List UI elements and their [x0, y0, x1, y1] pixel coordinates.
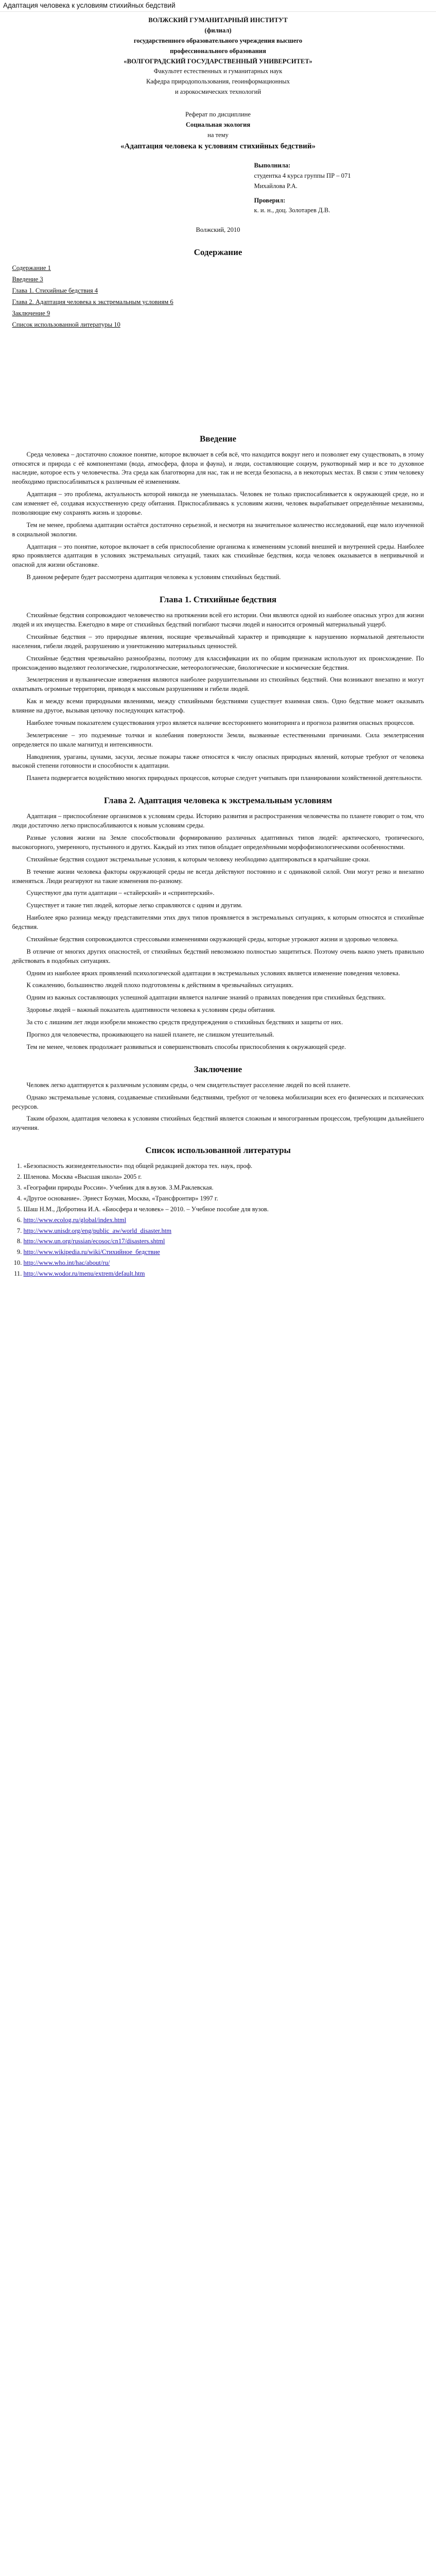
reference-item	[24, 1227, 424, 1236]
paragraph: В данном реферате будет рассмотрена адаптация человека к условиям стихийных бедствий.	[26, 573, 281, 581]
paragraph: Однако экстремальные условия, создаваемые стихийными бедствиями, требуют от человека мобилизации всех его физических и психических ресурсов.	[12, 1093, 424, 1110]
org-line-2: профессионального образования	[170, 47, 266, 55]
paragraph: За сто с лишним лет люди изобрели множество средств предупреждения о стихийных бедствиях и защиты от них.	[26, 1019, 343, 1026]
table-of-contents	[12, 264, 424, 329]
on-topic-label: на тему	[207, 131, 229, 139]
reference-item: 1. «Безопасность жизнедеятельности» под общей редакцией доктора тех. наук, проф.	[24, 1162, 424, 1171]
toc-item[interactable]: Введение 3	[12, 276, 43, 283]
paragraph: Наводнения, ураганы, цунами, засухи, лесные пожары также относятся к числу опасных природных явлений, которые требуют от человека высокой степени готовности и способности к адаптации.	[12, 753, 424, 770]
chapter1-heading: Глава 1. Стихийные бедствия	[159, 595, 277, 605]
paragraph: Существуют два пути адаптации – «стайерский» и «спринтерский».	[26, 889, 215, 897]
discipline-name: Социальная экология	[185, 121, 251, 128]
paragraph: Существует и такие тип людей, которые легко справляются с одним и другим.	[26, 902, 243, 909]
chapter1-section	[12, 611, 424, 783]
reference-item	[24, 1269, 424, 1279]
paragraph: Наиболее точным показателем существования угроз является наличие всестороннего мониторинга и прогноза развития опасных процессов.	[26, 719, 415, 726]
toc-item[interactable]: Заключение 9	[12, 309, 50, 317]
paragraph: Адаптация – это понятие, которое включает в себя приспособление организма к изменениям условий внешней и внутренней среды. Наиболее ярко проявляется адаптация в условиях экстремальных ситуаций, таких как стихийные бедствия, когда человек оказывается в непривычной и опасной для жизни обстановке.	[12, 543, 424, 569]
paragraph: Таким образом, адаптация человека к условиям стихийных бедствий является сложным и многогранным процессом, требующим дальнейшего изучения.	[12, 1115, 424, 1132]
paragraph: Адаптация – приспособление организмов к условиям среды. Историю развития и распространения человечества по планете говорит о том, что люди достаточно легко приспосабливаются к новым условиям среды.	[12, 812, 424, 829]
reference-item	[24, 1237, 424, 1246]
paragraph: В течение жизни человека факторы окружающей среды не всегда действуют постоянно и с одинаковой силой. Они могут резко и внезапно изменяться. Люди реагируют на такие изменения по-разному.	[12, 868, 424, 885]
checker-name: к. и. н., доц. Золотарев Д.В.	[254, 207, 330, 214]
paragraph: Тем не менее, проблема адаптации остаётся достаточно серьезной, и несмотря на значительное количество исследований, еще мало изученной в социальной экологии.	[12, 521, 424, 538]
department-line-1: Кафедра природопользования, геоинформационных	[146, 78, 290, 86]
paragraph: Здоровье людей – важный показатель адаптивности человека к условиям среды обитания.	[26, 1006, 275, 1014]
paragraph: Тем не менее, человек продолжает развиваться и совершенствовать способы приспособления к окружающей среде.	[26, 1043, 346, 1050]
university-name: «ВОЛГОГРАДСКИЙ ГОСУДАРСТВЕННЫЙ УНИВЕРСИТЕТ»	[124, 57, 312, 65]
paragraph: Землетрясения и вулканические извержения являются наиболее разрушительными из стихийных бедствий. Они возникают внезапно и могут охватывать огромные территории, приводя к массовым разрушениям и гибели людей.	[12, 676, 424, 693]
conclusion-section	[12, 1081, 424, 1133]
paragraph: Одним из наиболее ярких проявлений психологической адаптации в экстремальных условиях является изменение поведения человека.	[26, 969, 400, 977]
reference-link[interactable]: http://www.who.int/hac/about/ru/	[23, 1259, 110, 1267]
paragraph: Стихийные бедствия создают экстремальные условия, к которым человеку необходимо адаптироваться в кратчайшие сроки.	[26, 855, 370, 863]
student-line: студентка 4 курса группы ПР – 071	[254, 172, 351, 179]
paragraph: Стихийные бедствия чрезвычайно разнообразны, поэтому для классификации их по общим признакам используют их происхождение. По происхождению выделяют геологические, гидрологические, метеорологические, биологические и космические бедствия.	[12, 654, 424, 671]
toc-item[interactable]: Глава 1. Стихийные бедствия 4	[12, 287, 98, 295]
paragraph: Человек легко адаптируется к различным условиям среды, о чем свидетельствует расселение людей по всей планете.	[26, 1081, 351, 1089]
paragraph: Адаптация – это проблема, актуальность которой никогда не уменьшалась. Человек не только приспосабливается к окружающей среде, но и сам изменяет её, создавая искусственную среду обитания. Приспосабливаясь к условиям жизни, человек вырабатывает определённые механизмы, позволяющие ему сохранять жизнь и здоровье.	[12, 490, 424, 516]
window-title: Адаптация человека к условиям стихийных бедствий	[0, 0, 436, 12]
chapter2-section	[12, 812, 424, 1052]
paragraph: Наиболее ярко разница между представителями этих двух типов проявляется в экстремальных ситуациях, к которым относятся и стихийные бедствия.	[12, 914, 424, 931]
paragraph: К сожалению, большинство людей плохо подготовлены к действиям в чрезвычайных ситуациях.	[26, 981, 294, 989]
intro-heading: Введение	[199, 433, 237, 444]
cover-page	[12, 16, 424, 152]
paragraph: Землетрясение – это подземные толчки и колебания поверхности Земли, вызванные естественными причинами. Сила землетрясения определяется по шкале магнитуд и интенсивности.	[12, 731, 424, 748]
reference-link[interactable]: http://www.un.org/russian/ecosoc/cn17/disasters.shtml	[23, 1238, 165, 1245]
city-year: Волжский, 2010	[196, 226, 240, 234]
author-block	[254, 161, 424, 215]
paragraph: Прогноз для человечества, проживающего на нашей планете, не слишком утешительный.	[26, 1030, 274, 1038]
paragraph: Стихийные бедствия сопровождаются стрессовыми изменениями окружающей среды, которые угрожают жизни и здоровью человека.	[26, 935, 398, 943]
reference-link[interactable]: http://www.unisdr.org/eng/public_aw/world_disaster.htm	[23, 1227, 172, 1234]
references-list	[12, 1162, 424, 1279]
paragraph: В отличие от многих других опасностей, от стихийных бедствий невозможно полностью защититься. Поэтому очень важно уметь правильно действовать в подобных ситуациях.	[12, 947, 424, 964]
toc-item[interactable]: Список использованной литературы 10	[12, 320, 120, 328]
document-page	[12, 12, 424, 1279]
reference-item: 5. Шаш Н.М., Добротина И.А. «Биосфера и человек» – 2010. – Учебное пособие для вузов.	[24, 1205, 424, 1214]
report-topic: «Адаптация человека к условиям стихийных бедствий»	[120, 142, 316, 150]
paragraph: Одним из важных составляющих успешной адаптации является наличие знаний о правилах поведения при стихийных бедствиях.	[26, 994, 386, 1002]
paragraph: Среда человека – достаточно сложное понятие, которое включает в себя всё, что находится вокруг него и позволяет ему существовать, в этому относятся и природа с её компонентами (вода, атмосфера, флора и фауна), и люди, составляющие социум, рукотворный мир и все то духовное наследие, которое есть у человечества. Эта среда как благотворна для нас, так и не всегда безопасна, а в некоторых местах. В связи с этим человеку необходимо приспосабливаться к различным её изменениям.	[12, 450, 424, 486]
toc-heading: Содержание	[194, 247, 242, 258]
chapter2-heading: Глава 2. Адаптация человека к экстремальным условиям	[104, 795, 332, 806]
checked-label: Проверил:	[254, 196, 286, 204]
performed-label: Выполнила:	[254, 161, 291, 169]
reference-link[interactable]: http://www.ecolog.ru/global/index.html	[23, 1216, 127, 1224]
paragraph: Как и между всеми природными явлениями, между стихийными бедствиями существует взаимная связь. Одно бедствие может оказывать влияние на другое, вызывая цепочку последующих катастроф.	[12, 698, 424, 715]
paragraph: Разные условия жизни на Земле способствовали формированию различных адаптивных типов людей: арктического, тропического, высокогорного, умеренного, пустынного и других. Каждый из этих типов обладает определёнными морфофизиологическими особенностями.	[12, 834, 424, 851]
conclusion-heading: Заключение	[194, 1064, 242, 1074]
reference-item	[24, 1216, 424, 1225]
toc-item[interactable]: Глава 2. Адаптация человека к экстремальным условиям 6	[12, 298, 173, 306]
org-line-1: государственного образовательного учреждения высшего	[133, 37, 303, 44]
reference-item: 3. «Географии природы России». Учебник для в.вузов. З.М.Раклевская.	[24, 1183, 424, 1193]
faculty-name: Факультет естественных и гуманитарных наук	[153, 67, 283, 75]
references-heading: Список использованной литературы	[145, 1145, 291, 1156]
department-line-2: и аэрокосмических технологий	[175, 88, 261, 96]
paragraph: Стихийные бедствия – это природные явления, носящие чрезвычайный характер и приводящие к нарушению нормальной деятельности населения, гибели людей, разрушению и уничтожению материальных ценностей.	[12, 633, 424, 650]
intro-section	[12, 450, 424, 582]
institute-name: ВОЛЖСКИЙ ГУМАНИТАРНЫЙ ИНСТИТУТ	[148, 16, 288, 24]
reference-item	[24, 1248, 424, 1257]
paragraph: Стихийные бедствия сопровождают человечество на протяжении всей его истории. Они являются одной из наиболее опасных угроз для жизни людей и их имущества. Ежегодно в мире от стихийных бедствий погибают тысячи людей и наносится огромный материальный ущерб.	[12, 612, 424, 629]
reference-item: 2. Шленова. Москва «Высшая школа» 2005 г.	[24, 1173, 424, 1182]
reference-link[interactable]: http://www.wodor.ru/menu/extrem/default.htm	[23, 1270, 145, 1278]
paragraph: Планета подвергается воздействию многих природных процессов, которые следует учитывать при планировании хозяйственной деятельности.	[26, 774, 423, 782]
student-name: Михайлова Р.А.	[254, 182, 298, 190]
reference-link[interactable]: http://www.wikipedia.ru/wiki/Стихийное_бедствие	[23, 1248, 160, 1256]
reference-item: 4. «Другое основание». Эрнест Боуман, Москва, «Трансфронтир» 1997 г.	[24, 1194, 424, 1204]
reference-item	[24, 1259, 424, 1268]
branch-label: (филиал)	[204, 26, 232, 34]
doc-type: Реферат по дисциплине	[185, 111, 251, 118]
toc-item[interactable]: Содержание 1	[12, 264, 51, 272]
